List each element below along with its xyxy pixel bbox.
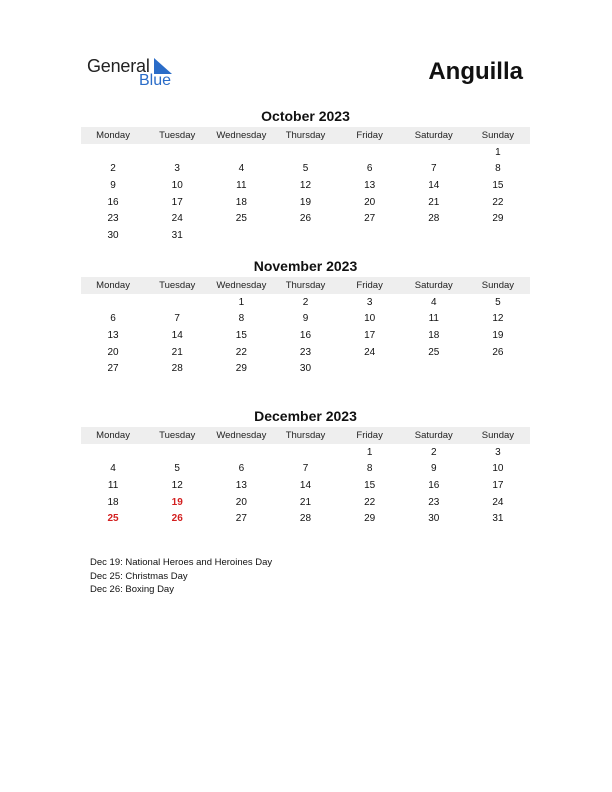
day-cell: 26 xyxy=(492,346,504,358)
day-cell: 5 xyxy=(302,163,309,175)
day-cell: 13 xyxy=(107,329,119,341)
weekday-label: Sunday xyxy=(481,130,515,141)
day-cell: 14 xyxy=(171,329,183,341)
day-cell: 2 xyxy=(302,296,309,308)
weekday-label: Saturday xyxy=(414,280,453,291)
day-cell: 13 xyxy=(364,179,376,191)
week-row xyxy=(81,494,530,511)
month-calendar-december xyxy=(81,407,530,527)
month-title: November 2023 xyxy=(253,258,358,274)
day-cell: 4 xyxy=(110,463,116,475)
day-cell: 1 xyxy=(238,296,245,308)
weekday-label: Thursday xyxy=(285,130,326,141)
day-cell: 9 xyxy=(430,463,437,475)
day-cell: 4 xyxy=(238,163,245,175)
weekday-label: Thursday xyxy=(285,280,326,291)
weekday-label: Saturday xyxy=(414,130,453,141)
day-cell: 21 xyxy=(299,496,312,508)
day-cell: 14 xyxy=(299,479,312,491)
holiday-note: Dec 19: National Heroes and Heroines Day xyxy=(90,557,273,568)
week-row xyxy=(81,161,530,178)
day-cell: 6 xyxy=(110,313,116,325)
day-cell: 29 xyxy=(364,513,376,525)
day-cell: 17 xyxy=(364,329,376,341)
day-cell: 25 xyxy=(235,213,247,225)
day-cell: 1 xyxy=(495,146,501,158)
day-cell: 7 xyxy=(430,163,437,175)
day-cell: 24 xyxy=(492,496,504,508)
day-cell: 17 xyxy=(492,479,504,491)
day-cell: 23 xyxy=(299,346,312,358)
day-cell: 7 xyxy=(174,313,180,325)
holiday-day-cell: 19 xyxy=(171,496,183,508)
day-cell: 12 xyxy=(171,479,183,491)
day-cell: 5 xyxy=(495,296,501,308)
day-cell: 29 xyxy=(492,213,504,225)
day-cell: 27 xyxy=(107,363,119,375)
week-row xyxy=(81,227,530,244)
day-cell: 12 xyxy=(492,313,504,325)
day-cell: 2 xyxy=(110,163,116,175)
day-cell: 5 xyxy=(174,463,180,475)
day-cell: 27 xyxy=(364,213,376,225)
weekday-label: Monday xyxy=(96,130,130,141)
weekday-label: Tuesday xyxy=(159,130,196,141)
day-cell: 4 xyxy=(430,296,437,308)
day-cell: 26 xyxy=(299,213,312,225)
day-cell: 18 xyxy=(107,496,119,508)
holiday-note: Dec 26: Boxing Day xyxy=(90,584,174,596)
day-cell: 9 xyxy=(302,313,309,325)
day-cell: 11 xyxy=(428,313,439,325)
day-cell: 25 xyxy=(428,346,440,358)
day-cell: 31 xyxy=(171,229,183,241)
day-cell: 17 xyxy=(171,196,183,208)
weekday-label: Saturday xyxy=(414,430,453,441)
month-title: December 2023 xyxy=(254,408,357,424)
day-cell: 3 xyxy=(495,446,501,458)
day-cell: 15 xyxy=(235,329,247,341)
weekday-label: Monday xyxy=(96,280,130,291)
month-title: October 2023 xyxy=(261,108,350,124)
day-cell: 28 xyxy=(171,363,183,375)
day-cell: 21 xyxy=(428,196,440,208)
day-cell: 15 xyxy=(364,479,376,491)
day-cell: 10 xyxy=(171,179,183,191)
day-cell: 16 xyxy=(299,329,312,341)
day-cell: 20 xyxy=(107,346,119,358)
day-cell: 16 xyxy=(107,196,119,208)
day-cell: 2 xyxy=(430,446,437,458)
week-row xyxy=(81,444,530,461)
day-cell: 29 xyxy=(235,363,247,375)
day-cell: 6 xyxy=(366,163,373,175)
generalblue-logo xyxy=(87,56,187,92)
day-cell: 13 xyxy=(235,479,247,491)
day-cell: 6 xyxy=(238,463,245,475)
logo-word-general: General xyxy=(87,56,150,76)
country-title: Anguilla xyxy=(428,58,523,85)
day-cell: 11 xyxy=(107,479,119,491)
holiday-day-cell: 26 xyxy=(171,513,183,525)
day-cell: 8 xyxy=(495,163,501,175)
week-row xyxy=(81,461,530,478)
week-row xyxy=(81,311,530,328)
day-cell: 22 xyxy=(492,196,504,208)
day-cell: 10 xyxy=(492,463,504,475)
day-cell: 24 xyxy=(364,346,376,358)
day-cell: 18 xyxy=(235,196,247,208)
holiday-day-cell: 25 xyxy=(107,513,119,525)
day-cell: 28 xyxy=(428,213,440,225)
week-row xyxy=(81,177,530,194)
day-cell: 20 xyxy=(235,496,247,508)
weekday-label: Tuesday xyxy=(159,280,196,291)
day-cell: 21 xyxy=(171,346,183,358)
weekday-label: Thursday xyxy=(285,430,326,441)
day-cell: 30 xyxy=(428,513,440,525)
day-cell: 11 xyxy=(236,179,247,191)
weekday-label: Wednesday xyxy=(216,430,267,441)
weekday-label: Sunday xyxy=(481,280,515,291)
weekday-header-row xyxy=(81,127,530,144)
day-cell: 20 xyxy=(364,196,376,208)
day-cell: 8 xyxy=(238,313,245,325)
week-row xyxy=(81,294,530,311)
day-cell: 1 xyxy=(366,446,373,458)
day-cell: 28 xyxy=(299,513,312,525)
day-cell: 9 xyxy=(110,179,116,191)
day-cell: 3 xyxy=(366,296,373,308)
day-cell: 24 xyxy=(171,213,183,225)
week-row xyxy=(81,477,530,494)
day-cell: 22 xyxy=(235,346,247,358)
day-cell: 8 xyxy=(366,463,373,475)
month-calendar-october xyxy=(81,107,530,244)
week-row xyxy=(81,360,530,377)
day-cell: 19 xyxy=(299,196,312,208)
week-row xyxy=(81,327,530,344)
week-row xyxy=(81,510,530,527)
weekday-label: Sunday xyxy=(481,430,515,441)
day-cell: 16 xyxy=(428,479,440,491)
holiday-notes xyxy=(90,556,272,597)
weekday-label: Wednesday xyxy=(216,280,267,291)
day-cell: 22 xyxy=(364,496,376,508)
day-cell: 31 xyxy=(492,513,504,525)
day-cell: 27 xyxy=(235,513,247,525)
day-cell: 15 xyxy=(492,179,504,191)
day-cell: 7 xyxy=(302,463,309,475)
holiday-note: Dec 25: Christmas Day xyxy=(90,570,188,582)
weekday-label: Monday xyxy=(96,430,130,441)
weekday-label: Tuesday xyxy=(159,430,196,441)
weekday-header-row xyxy=(81,427,530,444)
day-cell: 23 xyxy=(428,496,440,508)
week-row xyxy=(81,344,530,361)
day-cell: 18 xyxy=(428,329,440,341)
month-calendar-november xyxy=(81,257,530,377)
day-cell: 30 xyxy=(107,229,119,241)
week-row xyxy=(81,210,530,227)
weekday-label: Wednesday xyxy=(216,130,267,141)
day-cell: 30 xyxy=(299,363,312,375)
day-cell: 14 xyxy=(428,179,440,191)
day-cell: 3 xyxy=(174,163,180,175)
weekday-header-row xyxy=(81,277,530,294)
day-cell: 10 xyxy=(364,313,376,325)
week-row xyxy=(81,144,530,161)
day-cell: 19 xyxy=(492,329,504,341)
weekday-label: Friday xyxy=(356,280,383,291)
weekday-label: Friday xyxy=(356,130,383,141)
weekday-label: Friday xyxy=(356,430,383,441)
day-cell: 23 xyxy=(107,213,119,225)
day-cell: 12 xyxy=(299,179,312,191)
logo-word-blue: Blue xyxy=(139,72,172,89)
week-row xyxy=(81,194,530,211)
